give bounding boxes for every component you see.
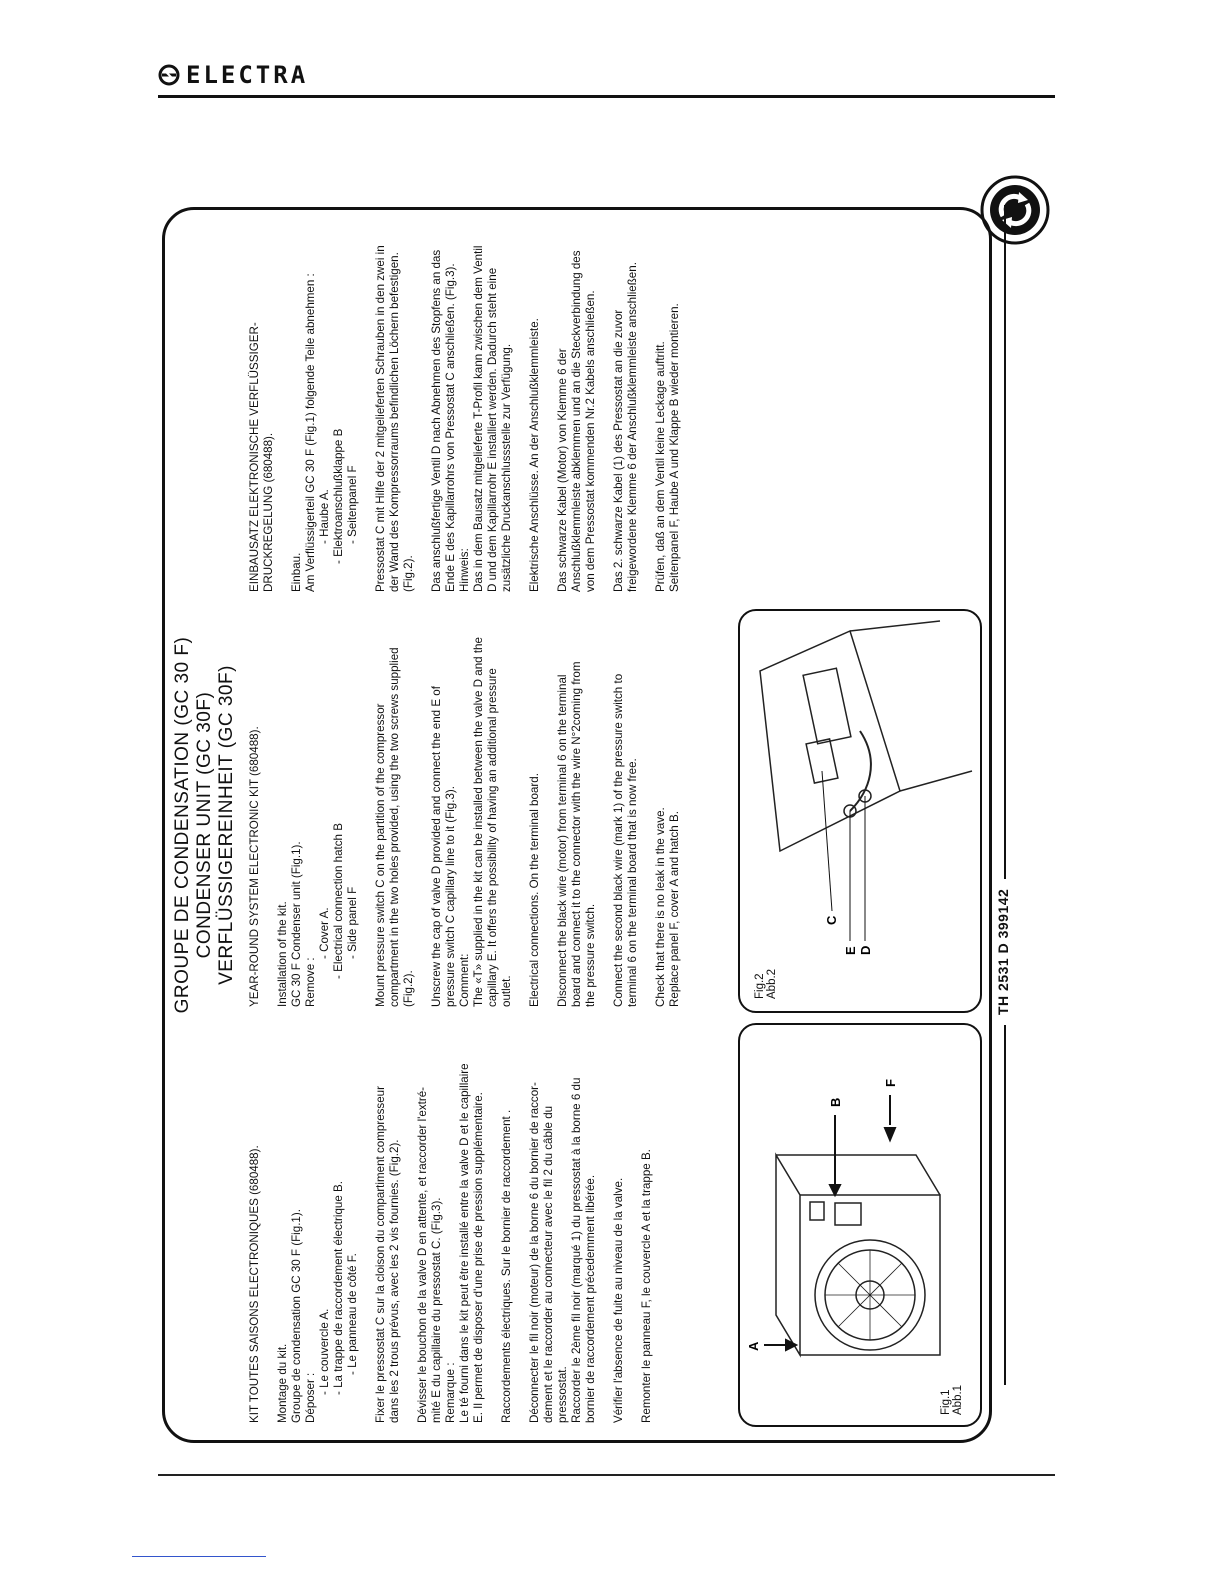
fig2-caption-de: Abb.2 xyxy=(766,968,778,999)
brand-logo xyxy=(158,60,308,90)
de-item: - Elektroanschlußklappe B xyxy=(332,428,345,564)
fig2-label-e: E xyxy=(843,946,858,955)
title-block xyxy=(172,205,238,1445)
fr-text: bornier de raccordement précedemment libérée. xyxy=(584,1174,597,1423)
fr-remove: Déposer : xyxy=(304,1372,317,1423)
figure-2 xyxy=(738,609,982,1013)
en-text: The «T» supplied in the kit can be installed between the valve D and the xyxy=(472,637,485,1007)
french-column xyxy=(248,1030,668,1423)
en-text: Check that there is no leak in the vave. xyxy=(654,807,667,1007)
fr-text: Fixer le pressostat C sur la cloison du compartiment compresseur xyxy=(374,1086,387,1423)
fr-unit: Groupe de condensation GC 30 F (Fig.1). xyxy=(290,1209,303,1423)
fr-text: Raccorder le 2ème fil noir (marqué 1) du pressostat à la borne 6 du xyxy=(570,1077,583,1423)
de-text: freigewordene Klemme 6 der Anschlußklemmleiste anschließen. xyxy=(626,262,639,592)
de-text: Das anschlußfertige Ventil D nach Abnehmen des Stopfens an das xyxy=(430,249,443,592)
title-english: CONDENSER UNIT (GC 30F) xyxy=(194,691,215,959)
en-text: Unscrew the cap of valve D provided and connect the end E of xyxy=(430,686,443,1007)
title-german: VERFLÜSSIGEREINHEIT (GC 30F) xyxy=(216,665,237,985)
fr-text: Déconnecter le fil noir (moteur) de la borne 6 du bornier de raccor- xyxy=(528,1082,541,1423)
en-text: Comment: xyxy=(458,953,471,1007)
german-column xyxy=(248,199,696,592)
en-text: Connect the second black wire (mark 1) of the pressure switch to xyxy=(612,673,625,1007)
instruction-sheet xyxy=(160,205,1010,1445)
de-text: Das 2. schwarze Kabel (1) des Pressostat an die zuvor xyxy=(612,309,625,592)
de-heading: DRUCKREGELUNG (680488). xyxy=(262,432,275,592)
reference-row xyxy=(995,205,1012,1445)
de-assembly: Einbau. xyxy=(290,552,303,592)
fr-text: Remarque : xyxy=(444,1362,457,1423)
fr-text: Le té fourni dans le kit peut être installé entre la valve D et le capillaire xyxy=(458,1063,471,1423)
reference-rule xyxy=(1004,205,1006,1385)
fig2-caption: Fig.2 xyxy=(754,973,766,999)
header-rule xyxy=(158,95,1055,98)
de-unit: Am Verflüssigerteil GC 30 F (Fig.1) folgende Teile abnehmen : xyxy=(304,273,317,592)
fr-text: dement et le raccorder au connecteur avec le fil 2 du câble du xyxy=(542,1105,555,1423)
en-text: the pressure switch. xyxy=(584,903,597,1007)
fr-text: Raccordements électriques. Sur le bornier de raccordement . xyxy=(500,1109,513,1423)
de-heading: EINBAUSATZ ELEKTRONISCHE VERFLÜSSIGER- xyxy=(248,322,261,592)
en-text: outlet. xyxy=(500,975,513,1007)
de-text: Ende E des Kapillarrohrs von Pressostat C anschließen. (Fig.3). xyxy=(444,263,457,592)
fr-text: E. Il permet de disposer d'une prise de pression supplémentaire. xyxy=(472,1092,485,1423)
fr-text: Dévisser le bouchon de la valve D en attente, et raccorder l'extré- xyxy=(416,1086,429,1423)
fig1-caption-de: Abb.1 xyxy=(952,1384,964,1415)
de-text: Das in dem Bausatz mitgelieferte T-Profil kann zwischen dem Ventil xyxy=(472,245,485,592)
de-text: der Wand des Kompressorraums befindlichen Löchern befestigen. xyxy=(388,252,401,592)
brand-name: ELECTRA xyxy=(186,61,309,89)
fr-text: dans les 2 trous prévus, avec les 2 vis fournies. (Fig.2). xyxy=(388,1139,401,1423)
footer-link-underline xyxy=(132,1556,266,1557)
fr-text: Vérifier l'absence de fuite au niveau de la valve. xyxy=(612,1177,625,1423)
en-text: pressure switch C capillary line to it (Fig.3). xyxy=(444,786,457,1007)
en-text: (Fig.2). xyxy=(402,970,415,1007)
fr-assembly: Montage du kit. xyxy=(276,1343,289,1423)
de-item: - Haube A. xyxy=(318,489,331,544)
en-text: terminal 6 on the terminal board that is now free. xyxy=(626,758,639,1007)
fig1-label-f: F xyxy=(883,1079,898,1087)
de-item: - Seitenpanel F xyxy=(346,465,359,544)
electra-logo-icon xyxy=(158,64,180,86)
english-column xyxy=(248,614,696,1007)
fig1-caption: Fig.1 xyxy=(940,1389,952,1415)
fr-text: pressostat. xyxy=(556,1366,569,1423)
de-text: Pressostat C mit Hilfe der 2 mitgelieferten Schrauben in den zwei in xyxy=(374,245,387,592)
pressure-switch-illustration xyxy=(740,611,980,1011)
fr-text: Remonter le panneau F, le couvercle A et la trappe B. xyxy=(640,1149,653,1423)
fr-item: - La trappe de raccordement électrique B. xyxy=(332,1181,345,1395)
en-text: board and connect it to the connector with the wire N°2coming from xyxy=(570,661,583,1007)
footer-rule xyxy=(158,1474,1055,1476)
de-text: zusätzliche Druckanschlussstelle zur Verfügung. xyxy=(500,343,513,592)
en-assembly: Installation of the kit. xyxy=(276,901,289,1007)
en-heading: YEAR-ROUND SYSTEM ELECTRONIC KIT (680488). xyxy=(248,726,261,1007)
en-text: Replace panel F, cover A and hatch B. xyxy=(668,811,681,1007)
figure-1 xyxy=(738,1023,982,1427)
de-text: Prüfen, daß an dem Ventil keine Leckage auftritt. xyxy=(654,341,667,592)
fr-item: - Le couvercle A. xyxy=(318,1308,331,1395)
de-text: Seitenpanel F, Haube A und Klappe B wieder montieren. xyxy=(668,303,681,592)
en-text: Mount pressure switch C on the partition of the compressor xyxy=(374,703,387,1007)
en-text: Electrical connections. On the terminal board. xyxy=(528,773,541,1007)
fr-text: mité E du capillaire du pressostat C. (Fig.3). xyxy=(430,1197,443,1423)
en-text: Disconnect the black wire (motor) from terminal 6 on the terminal xyxy=(556,674,569,1007)
en-text: compartment in the two holes provided, using the two screws supplied xyxy=(388,647,401,1007)
de-text: Hinweis: xyxy=(458,548,471,592)
en-remove: Remove : xyxy=(304,957,317,1007)
condenser-unit-illustration xyxy=(740,1025,980,1425)
en-item: - Cover A. xyxy=(318,907,331,959)
document-reference: TH 2531 D 399142 xyxy=(995,879,1011,1025)
en-unit: GC 30 F Condenser unit (Fig.1). xyxy=(290,841,303,1007)
en-item: - Side panel F xyxy=(346,886,359,959)
en-text: capillary E. It offers the possibility of having an additional pressure xyxy=(486,668,499,1007)
fr-heading: KIT TOUTES SAISONS ELECTRONIQUES (680488). xyxy=(248,1145,261,1423)
de-text: Das schwarze Kabel (Motor) von Klemme 6 der xyxy=(556,348,569,592)
de-text: Anschlußklemmleiste abklemmen und an die Steckverbindung des xyxy=(570,250,583,592)
en-item: - Electrical connection hatch B xyxy=(332,823,345,979)
fig2-label-c: C xyxy=(824,915,839,925)
fig1-label-b: B xyxy=(828,1097,843,1107)
fig2-label-d: D xyxy=(858,945,873,955)
de-text: (Fig.2). xyxy=(402,555,415,592)
de-text: D und dem Kapillarrohr E installiert werden. Dadurch steht eine xyxy=(486,267,499,592)
de-text: Elektrische Anschlüsse. An der Anschlußklemmleiste. xyxy=(528,318,541,592)
title-french: GROUPE DE CONDENSATION (GC 30 F) xyxy=(172,636,193,1014)
de-text: von dem Pressostat kommenden Nr.2 Kabels anschließen. xyxy=(584,290,597,592)
fig1-label-a: A xyxy=(746,1341,761,1351)
fr-item: - Le panneau de côté F. xyxy=(346,1253,359,1375)
